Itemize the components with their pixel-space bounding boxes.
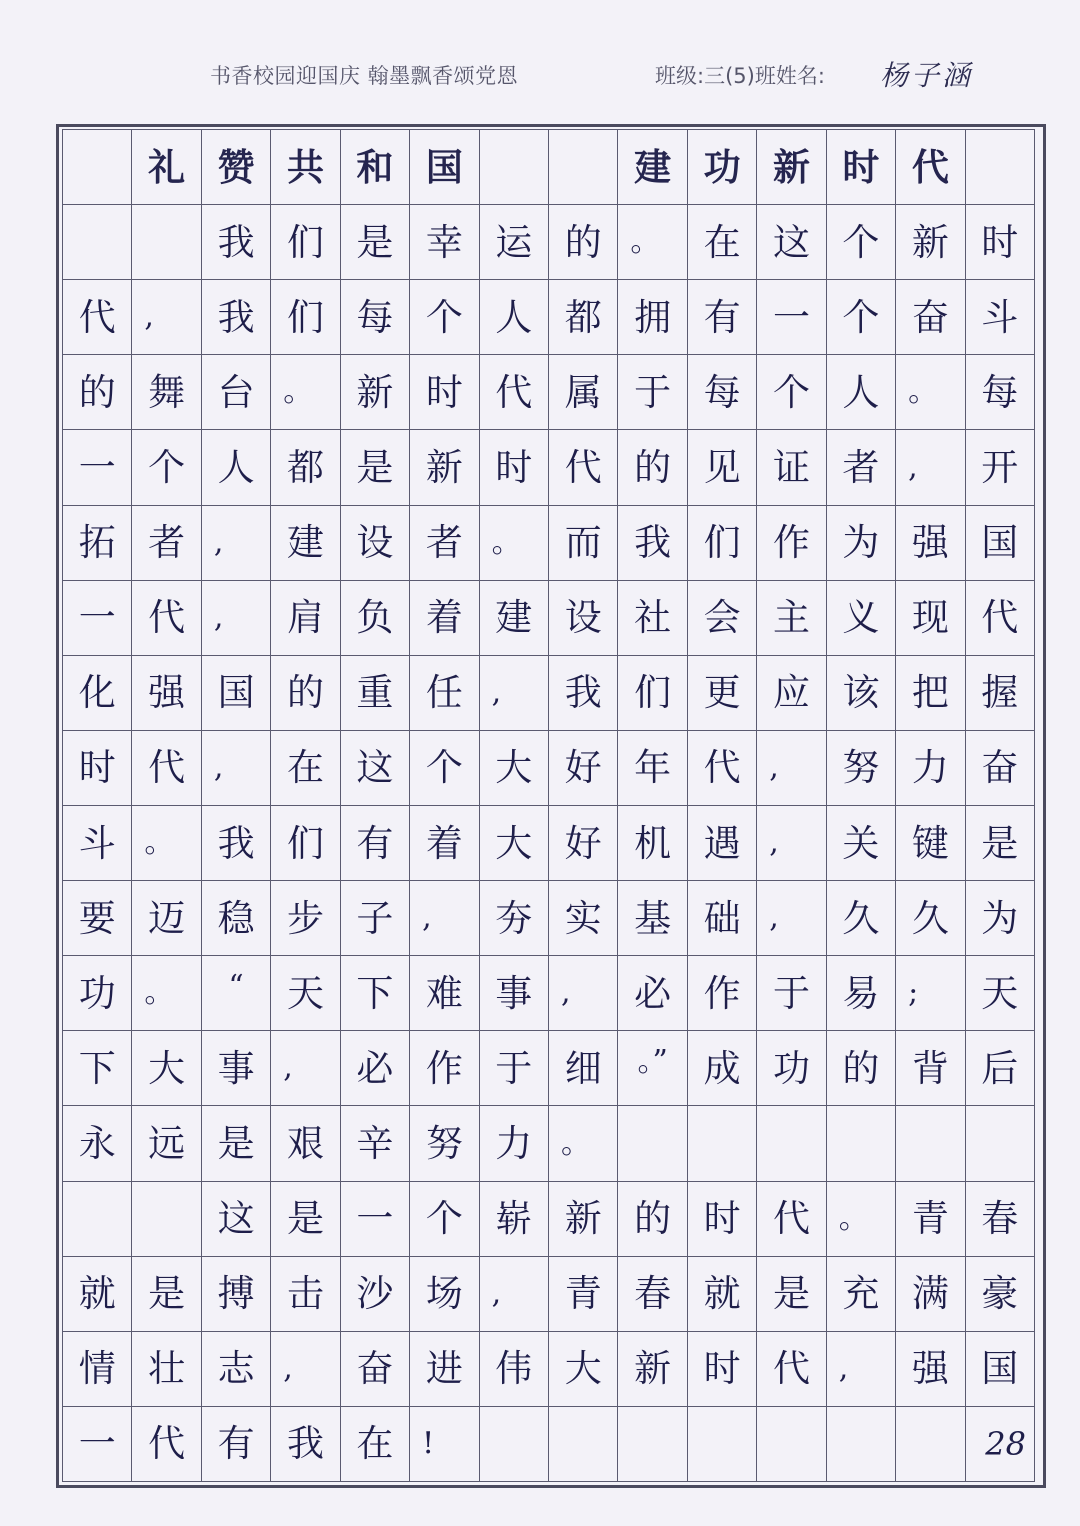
grid-cell: 和: [341, 130, 410, 205]
grid-cell: 代: [757, 1332, 826, 1407]
grid-cell: 幸: [410, 205, 479, 280]
grid-cell: 奋: [341, 1332, 410, 1407]
grid-cell: 运: [480, 205, 549, 280]
grid-cell: 时: [63, 731, 132, 806]
grid-cell: 一: [63, 1407, 132, 1482]
grid-cell: 这: [341, 731, 410, 806]
grid-cell: 。: [480, 506, 549, 581]
grid-cell: 。: [618, 205, 687, 280]
grid-cell: 共: [271, 130, 340, 205]
grid-cell: 新: [410, 430, 479, 505]
grid-cell: [63, 1182, 132, 1257]
grid-cell: 一: [63, 430, 132, 505]
grid-cell: 国: [966, 506, 1035, 581]
grid-cell: [757, 1106, 826, 1181]
grid-cell: 现: [896, 581, 965, 656]
grid-cell: 是: [341, 205, 410, 280]
grid-cell: [827, 1407, 896, 1482]
grid-cell: 。”: [618, 1031, 687, 1106]
grid-cell: 是: [202, 1106, 271, 1181]
grid-cell: 夯: [480, 881, 549, 956]
grid-cell: 应: [757, 656, 826, 731]
grid-cell: 辛: [341, 1106, 410, 1181]
grid-cell: [618, 1106, 687, 1181]
grid-cell: 稳: [202, 881, 271, 956]
grid-cell: 代: [966, 581, 1035, 656]
grid-cell: 志: [202, 1332, 271, 1407]
grid-cell: [549, 130, 618, 205]
grid-cell: 作: [757, 506, 826, 581]
grid-cell: 新: [757, 130, 826, 205]
grid-cell: 大: [480, 731, 549, 806]
grid-cell: ,: [757, 806, 826, 881]
grid-cell: 国: [202, 656, 271, 731]
grid-cell: [896, 1407, 965, 1482]
grid-cell: 在: [688, 205, 757, 280]
grid-cell: 者: [132, 506, 201, 581]
grid-cell: 这: [202, 1182, 271, 1257]
grid-cell: 属: [549, 355, 618, 430]
grid-cell: 个: [132, 430, 201, 505]
grid-cell: 成: [688, 1031, 757, 1106]
grid-cell: ,: [757, 881, 826, 956]
grid-cell: 有: [202, 1407, 271, 1482]
grid-cell: 代: [132, 581, 201, 656]
grid-cell: 必: [618, 956, 687, 1031]
grid-cell: 舞: [132, 355, 201, 430]
grid-cell: 见: [688, 430, 757, 505]
grid-cell: 我: [202, 205, 271, 280]
grid-cell: 代: [757, 1182, 826, 1257]
writing-grid: [62, 129, 1035, 1482]
grid-cell: 一: [341, 1182, 410, 1257]
grid-cell: 代: [688, 731, 757, 806]
grid-cell: 新: [618, 1332, 687, 1407]
grid-cell: 大: [549, 1332, 618, 1407]
grid-cell: [966, 130, 1035, 205]
grid-cell: 在: [341, 1407, 410, 1482]
grid-cell: 久: [896, 881, 965, 956]
grid-cell: 基: [618, 881, 687, 956]
grid-cell: 崭: [480, 1182, 549, 1257]
grid-cell: 人: [202, 430, 271, 505]
grid-cell: [896, 1106, 965, 1181]
grid-cell: 义: [827, 581, 896, 656]
grid-cell: 就: [688, 1257, 757, 1332]
grid-cell: 实: [549, 881, 618, 956]
grid-cell: 击: [271, 1257, 340, 1332]
grid-cell: 的: [549, 205, 618, 280]
grid-cell: 好: [549, 806, 618, 881]
grid-cell: [63, 205, 132, 280]
grid-cell: 。: [549, 1106, 618, 1181]
grid-cell: 们: [271, 205, 340, 280]
grid-cell: 易: [827, 956, 896, 1031]
page-header: [0, 52, 1080, 100]
grid-cell: 的: [827, 1031, 896, 1106]
grid-cell: 我: [202, 806, 271, 881]
grid-cell: 个: [410, 280, 479, 355]
grid-cell: 个: [410, 731, 479, 806]
grid-cell: 础: [688, 881, 757, 956]
grid-cell: 设: [549, 581, 618, 656]
grid-cell: 于: [480, 1031, 549, 1106]
grid-cell: 天: [271, 956, 340, 1031]
grid-cell: 个: [827, 205, 896, 280]
grid-cell: 强: [132, 656, 201, 731]
grid-cell: 迈: [132, 881, 201, 956]
grid-cell: 时: [480, 430, 549, 505]
grid-cell: 奋: [896, 280, 965, 355]
grid-cell: 负: [341, 581, 410, 656]
grid-cell: 赞: [202, 130, 271, 205]
grid-cell: 后: [966, 1031, 1035, 1106]
grid-cell: 力: [480, 1106, 549, 1181]
grid-cell: 者: [410, 506, 479, 581]
grid-cell: 我: [618, 506, 687, 581]
grid-cell: 我: [549, 656, 618, 731]
grid-cell: 背: [896, 1031, 965, 1106]
grid-cell: 社: [618, 581, 687, 656]
grid-cell: ,: [202, 581, 271, 656]
grid-cell: 下: [63, 1031, 132, 1106]
grid-cell: 。: [896, 355, 965, 430]
grid-cell: 有: [341, 806, 410, 881]
grid-cell: 艰: [271, 1106, 340, 1181]
grid-cell: “: [202, 956, 271, 1031]
grid-cell: 时: [688, 1182, 757, 1257]
grid-cell: 好: [549, 731, 618, 806]
student-name: 杨子涵: [880, 59, 974, 92]
grid-cell: 主: [757, 581, 826, 656]
grid-cell: 大: [480, 806, 549, 881]
grid-cell: 壮: [132, 1332, 201, 1407]
grid-cell: 下: [341, 956, 410, 1031]
grid-cell: 是: [132, 1257, 201, 1332]
grid-cell: 个: [827, 280, 896, 355]
grid-cell: 这: [757, 205, 826, 280]
grid-cell: 键: [896, 806, 965, 881]
grid-cell: !: [410, 1407, 479, 1482]
grid-cell: 代: [132, 731, 201, 806]
grid-cell: 代: [549, 430, 618, 505]
grid-cell: 每: [341, 280, 410, 355]
grid-cell: 重: [341, 656, 410, 731]
grid-cell: 就: [63, 1257, 132, 1332]
grid-cell: 奋: [966, 731, 1035, 806]
grid-cell: 肩: [271, 581, 340, 656]
grid-cell: 我: [271, 1407, 340, 1482]
grid-cell: 时: [410, 355, 479, 430]
grid-cell: 场: [410, 1257, 479, 1332]
grid-cell: ,: [480, 656, 549, 731]
grid-cell: 难: [410, 956, 479, 1031]
grid-cell: 个: [410, 1182, 479, 1257]
grid-cell: 斗: [966, 280, 1035, 355]
grid-cell: 拥: [618, 280, 687, 355]
grid-cell: 把: [896, 656, 965, 731]
grid-cell: 个: [757, 355, 826, 430]
grid-cell: [549, 1407, 618, 1482]
grid-cell: 。: [271, 355, 340, 430]
grid-cell: ,: [827, 1332, 896, 1407]
grid-cell: 力: [896, 731, 965, 806]
grid-cell: ,: [757, 731, 826, 806]
grid-cell: 每: [688, 355, 757, 430]
grid-cell: 沙: [341, 1257, 410, 1332]
grid-cell: 握: [966, 656, 1035, 731]
grid-cell: 代: [896, 130, 965, 205]
grid-cell: 是: [966, 806, 1035, 881]
grid-cell: 努: [827, 731, 896, 806]
grid-cell: 年: [618, 731, 687, 806]
grid-cell: 时: [827, 130, 896, 205]
grid-cell: 是: [757, 1257, 826, 1332]
grid-cell: 建: [271, 506, 340, 581]
grid-cell: ,: [202, 506, 271, 581]
grid-cell: 满: [896, 1257, 965, 1332]
grid-cell: 豪: [966, 1257, 1035, 1332]
grid-cell: 。: [827, 1182, 896, 1257]
grid-cell: 们: [271, 280, 340, 355]
grid-cell: 设: [341, 506, 410, 581]
grid-cell: 代: [132, 1407, 201, 1482]
grid-cell: 大: [132, 1031, 201, 1106]
grid-cell: 代: [63, 280, 132, 355]
grid-cell: ,: [202, 731, 271, 806]
grid-cell: 台: [202, 355, 271, 430]
grid-cell: 是: [271, 1182, 340, 1257]
grid-cell: 事: [202, 1031, 271, 1106]
grid-cell: 功: [757, 1031, 826, 1106]
grid-cell: [132, 205, 201, 280]
grid-cell: 时: [966, 205, 1035, 280]
grid-cell: 的: [271, 656, 340, 731]
grid-cell: [827, 1106, 896, 1181]
grid-cell: 代: [480, 355, 549, 430]
grid-cell: ;: [896, 956, 965, 1031]
grid-cell: 新: [341, 355, 410, 430]
grid-cell: [480, 130, 549, 205]
grid-cell: [757, 1407, 826, 1482]
grid-cell: 是: [341, 430, 410, 505]
grid-cell: 我: [202, 280, 271, 355]
grid-cell: 天: [966, 956, 1035, 1031]
grid-cell: 于: [618, 355, 687, 430]
grid-cell: 都: [549, 280, 618, 355]
grid-cell: 更: [688, 656, 757, 731]
grid-cell: 充: [827, 1257, 896, 1332]
grid-cell: 。: [132, 806, 201, 881]
grid-cell: 每: [966, 355, 1035, 430]
grid-cell: 青: [896, 1182, 965, 1257]
grid-cell: 们: [618, 656, 687, 731]
grid-cell: 国: [966, 1332, 1035, 1407]
grid-cell: [132, 1182, 201, 1257]
grid-cell: [688, 1407, 757, 1482]
grid-cell: 新: [549, 1182, 618, 1257]
grid-cell: 者: [827, 430, 896, 505]
grid-cell: ,: [132, 280, 201, 355]
grid-cell: 为: [966, 881, 1035, 956]
grid-cell: [688, 1106, 757, 1181]
grid-cell: 而: [549, 506, 618, 581]
grid-cell: 28: [966, 1407, 1035, 1482]
grid-cell: 功: [688, 130, 757, 205]
header-title: 书香校园迎国庆 翰墨飘香颂党恩: [210, 64, 519, 88]
grid-cell: 春: [966, 1182, 1035, 1257]
grid-cell: 搏: [202, 1257, 271, 1332]
grid-cell: 会: [688, 581, 757, 656]
grid-cell: 人: [827, 355, 896, 430]
grid-cell: 作: [688, 956, 757, 1031]
grid-cell: 开: [966, 430, 1035, 505]
grid-cell: 时: [688, 1332, 757, 1407]
grid-cell: 必: [341, 1031, 410, 1106]
grid-cell: 步: [271, 881, 340, 956]
grid-cell: 伟: [480, 1332, 549, 1407]
grid-cell: 的: [618, 1182, 687, 1257]
grid-cell: 永: [63, 1106, 132, 1181]
grid-cell: 努: [410, 1106, 479, 1181]
grid-cell: 。: [132, 956, 201, 1031]
grid-cell: 春: [618, 1257, 687, 1332]
grid-cell: ,: [549, 956, 618, 1031]
grid-cell: 礼: [132, 130, 201, 205]
grid-cell: 任: [410, 656, 479, 731]
grid-cell: 在: [271, 731, 340, 806]
grid-cell: 情: [63, 1332, 132, 1407]
grid-cell: 强: [896, 506, 965, 581]
grid-cell: 于: [757, 956, 826, 1031]
grid-cell: 功: [63, 956, 132, 1031]
grid-cell: 为: [827, 506, 896, 581]
grid-cell: 着: [410, 806, 479, 881]
grid-cell: 的: [618, 430, 687, 505]
grid-cell: 要: [63, 881, 132, 956]
grid-cell: 们: [688, 506, 757, 581]
grid-cell: 着: [410, 581, 479, 656]
grid-cell: 国: [410, 130, 479, 205]
grid-cell: 斗: [63, 806, 132, 881]
grid-cell: 新: [896, 205, 965, 280]
grid-cell: 们: [271, 806, 340, 881]
grid-cell: 证: [757, 430, 826, 505]
grid-cell: 远: [132, 1106, 201, 1181]
grid-cell: 有: [688, 280, 757, 355]
grid-cell: 作: [410, 1031, 479, 1106]
grid-cell: 强: [896, 1332, 965, 1407]
grid-cell: 细: [549, 1031, 618, 1106]
grid-cell: ,: [271, 1031, 340, 1106]
grid-cell: 青: [549, 1257, 618, 1332]
grid-cell: ,: [271, 1332, 340, 1407]
grid-cell: 事: [480, 956, 549, 1031]
grid-cell: [966, 1106, 1035, 1181]
grid-cell: 久: [827, 881, 896, 956]
grid-cell: 建: [480, 581, 549, 656]
grid-cell: 一: [757, 280, 826, 355]
grid-cell: 人: [480, 280, 549, 355]
grid-cell: [618, 1407, 687, 1482]
grid-cell: 建: [618, 130, 687, 205]
class-label: 班级:三(5)班姓名:: [655, 64, 825, 88]
grid-cell: [480, 1407, 549, 1482]
grid-cell: [63, 130, 132, 205]
grid-cell: 一: [63, 581, 132, 656]
grid-cell: 拓: [63, 506, 132, 581]
grid-cell: 遇: [688, 806, 757, 881]
grid-cell: 化: [63, 656, 132, 731]
grid-cell: 都: [271, 430, 340, 505]
grid-cell: 子: [341, 881, 410, 956]
grid-cell: ,: [410, 881, 479, 956]
grid-cell: ,: [480, 1257, 549, 1332]
grid-cell: 进: [410, 1332, 479, 1407]
grid-cell: 机: [618, 806, 687, 881]
grid-cell: 关: [827, 806, 896, 881]
grid-cell: 的: [63, 355, 132, 430]
grid-cell: 该: [827, 656, 896, 731]
grid-cell: ,: [896, 430, 965, 505]
